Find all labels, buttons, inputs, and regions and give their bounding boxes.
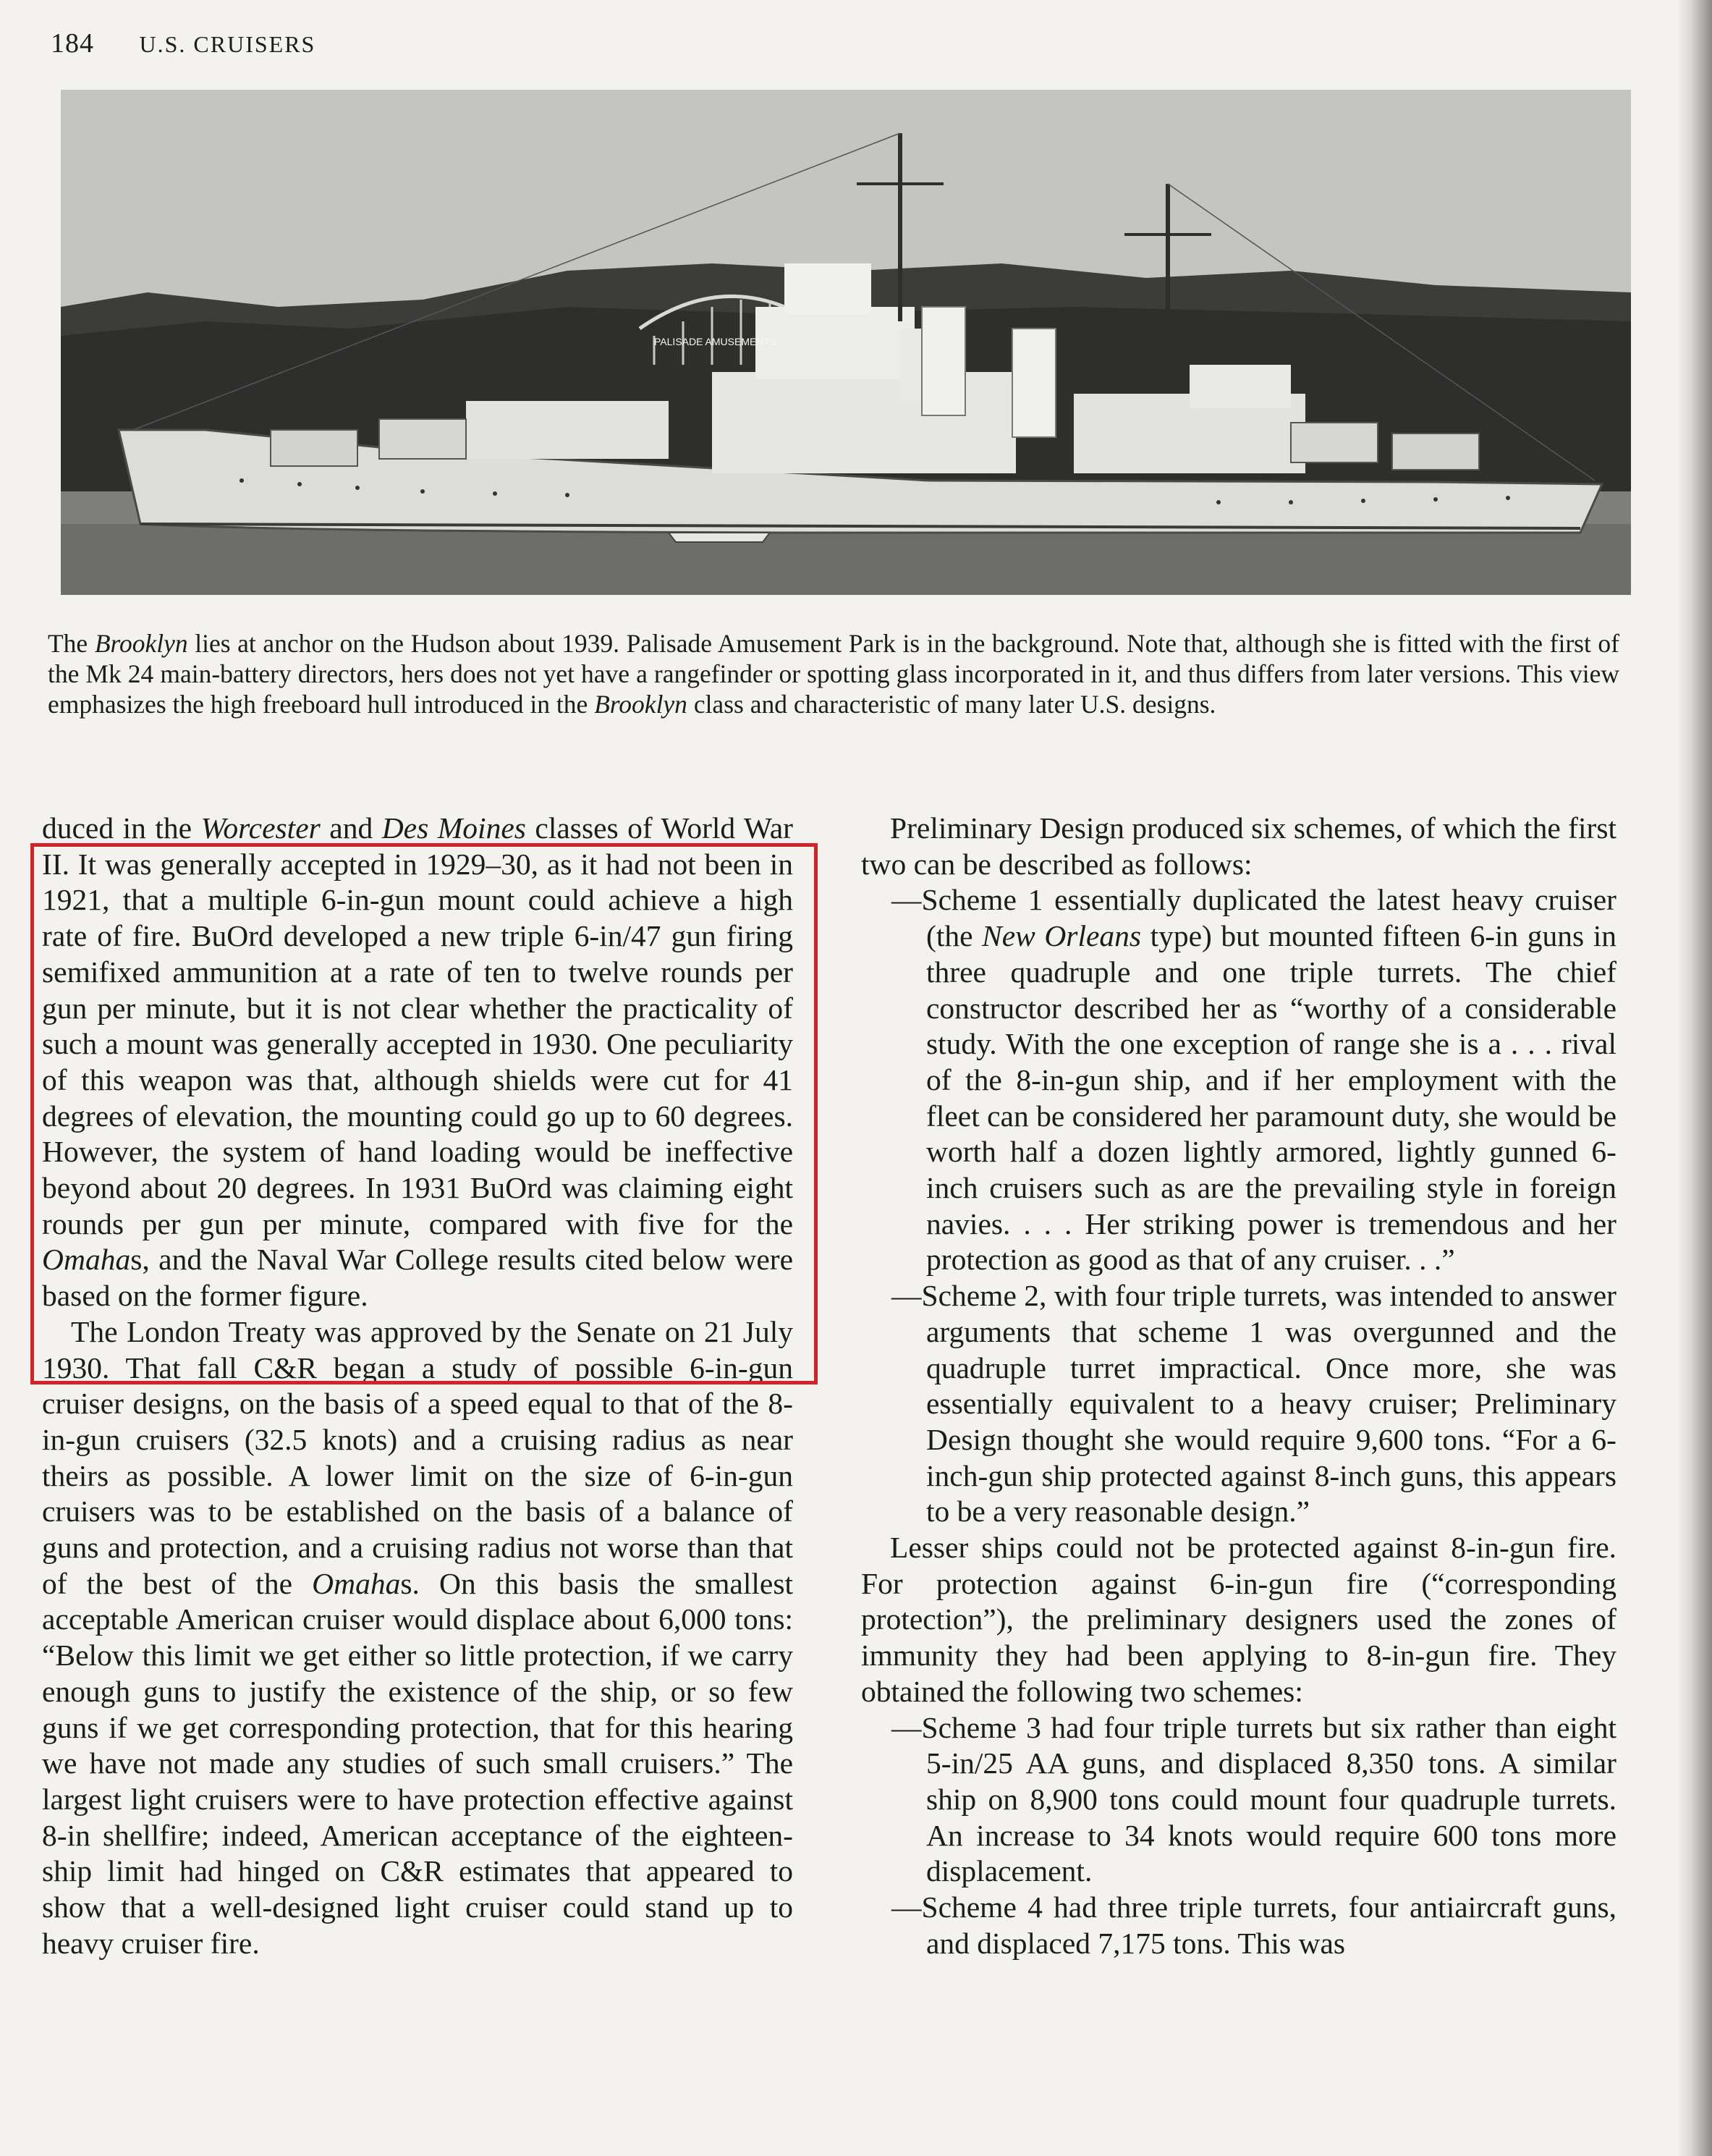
left-paragraph-2: The London Treaty was approved by the Senate on 21 July 1930. That fall C&R began a study of possible 6-in-gun cruiser designs, on the basis of a speed equal to that of the 8-in-gun cruisers (32.5 knots) and a cruising radius as near theirs as possible. A lower limit on the size of 6-in-gun cruisers was to be established on the basis of a balance of guns and protection, and a cruising radius not worse than that of the best of the Omahas. On this basis the smallest acceptable American cruiser would displace about 6,000 tons: “Below this limit we get either so little protection, if we carry enough guns to justify the existence of the ship, or so few guns if we get corresponding protection, that for this hearing we have not made any studies of such small cruisers.” The largest light cruisers were to have protection effective against 8-in shellfire; indeed, American acceptance of the eighteen-ship limit had hinged on C&R estimates that appeared to show that a well-designed light cruiser could stand up to heavy cruiser fire. xyxy=(42,1314,794,1960)
scheme-4: —Scheme 4 had three triple turrets, four antiaircraft guns, and displaced 7,175 tons. This was xyxy=(891,1890,1616,1960)
right-paragraph-1: Preliminary Design produced six schemes, of which the first two can be described as follows: xyxy=(861,811,1616,881)
left-column xyxy=(42,811,793,1962)
brooklyn-cruiser-image xyxy=(61,90,1631,595)
scheme-2: —Scheme 2, with four triple turrets, was intended to answer arguments that scheme 1 was overgunned and the quadruple turret impractical. Once more, she was essentially equivalent to a heavy cruiser; Preliminary Design thought she would require 9,600 tons. “For a 6-inch-gun ship protected against 8-inch guns, this appears to be a very reasonable design.” xyxy=(891,1279,1616,1529)
page-number: 184 xyxy=(51,28,94,59)
scheme-1: —Scheme 1 essentially duplicated the latest heavy cruiser (the New Orleans type) but mounted fifteen 6-in guns in three quadruple and one triple turrets. The chief constructor described her as “worthy of a considerable study. With the one exception of range she is a . . . rival of the 8-in-gun ship, and if her employment with the fleet can be considered her paramount duty, she would be worth half a dozen lightly armored, lightly gunned 6-inch cruisers such as are the prevailing style in foreign navies. . . . Her striking power is tremendous and her protection as good as that of any cruiser. . .” xyxy=(891,883,1616,1277)
ship-photograph xyxy=(61,90,1631,595)
left-paragraph-1: duced in the Worcester and Des Moines classes of World War II. It was generally accepted in 1929–30, as it had not been in 1921, that a multiple 6-in-gun mount could achieve a high rate of fire. BuOrd developed a new triple 6-in/47 gun firing semifixed ammunition at a rate of ten to twelve rounds per gun per minute, but it is not clear whether the practicality of such a mount was generally accepted in 1930. One peculiarity of this weapon was that, although shields were cut for 41 degrees of elevation, the mounting could go up to 60 degrees. However, the system of hand loading would be ineffective beyond about 20 degrees. In 1931 BuOrd was claiming eight rounds per gun per minute, compared with five for the Omahas, and the Naval War College results cited below were based on the former figure. xyxy=(42,811,794,1313)
book-spine-shadow xyxy=(1677,0,1712,2156)
right-paragraph-2: Lesser ships could not be protected against 8-in-gun fire. For protection against 6-in-gun fire (“corresponding protection”), the preliminary designers used the zones of immunity they had been applying to 8-in-gun fire. They obtained the following two schemes: xyxy=(861,1531,1616,1708)
right-column xyxy=(861,811,1616,1962)
page-header xyxy=(51,28,315,59)
photo-caption: The Brooklyn lies at anchor on the Hudson about 1939. Palisade Amusement Park is in the background. Note that, although she is fitted with the first of the Mk 24 main-battery directors, hers does not yet have a rangefinder or spotting glass incorporated in it, and thus differs from later versions. This view emphasizes the high freeboard hull introduced in the Brooklyn class and characteristic of many later U.S. designs. xyxy=(48,629,1619,719)
running-title: U.S. CRUISERS xyxy=(139,31,316,57)
scheme-3: —Scheme 3 had four triple turrets but six rather than eight 5-in/25 AA guns, and displaced 8,350 tons. A similar ship on 8,900 tons could mount four quadruple turrets. An increase to 34 knots would require 600 tons more displacement. xyxy=(891,1710,1616,1888)
sign-text: PALISADE AMUSEMENTS xyxy=(654,336,777,347)
